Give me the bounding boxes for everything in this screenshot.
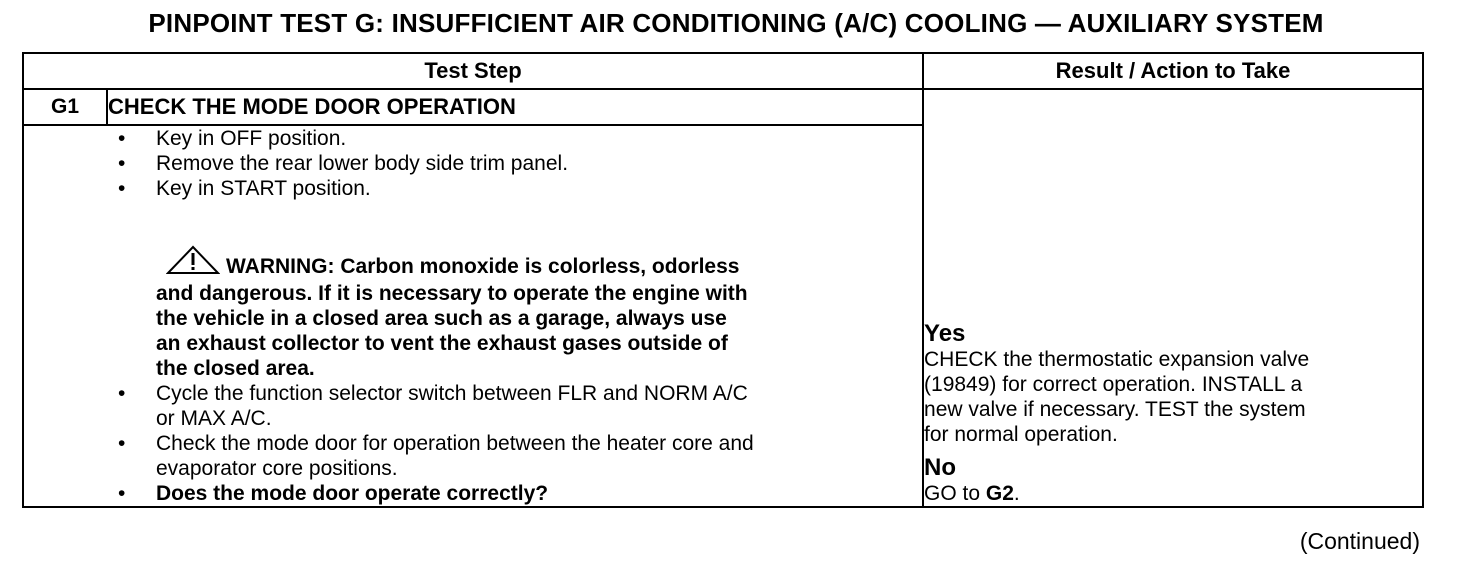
header-test-step: Test Step	[23, 53, 923, 89]
warning-text: Carbon monoxide is colorless, odorless	[340, 255, 740, 278]
bullet-icon: •	[118, 482, 126, 505]
page-title: PINPOINT TEST G: INSUFFICIENT AIR CONDITIONING (A/C) COOLING — AUXILIARY SYSTEM	[148, 8, 1324, 38]
no-prefix: GO to	[924, 482, 986, 505]
list-item-text: Key in OFF position.	[156, 127, 347, 150]
list-item	[24, 481, 922, 506]
list-item-text: Cycle the function selector switch between FLR and NORM A/C	[156, 382, 748, 405]
warning-label: WARNING:	[226, 255, 335, 278]
list-item-text: Does the mode door operate correctly?	[156, 482, 549, 505]
header-result-action: Result / Action to Take	[923, 53, 1423, 89]
step-id: G1	[23, 89, 107, 125]
warning-text: an exhaust collector to vent the exhaust gases outside of	[156, 332, 728, 355]
result-cell	[923, 89, 1423, 507]
yes-label: Yes	[924, 320, 966, 347]
bullet-icon: •	[118, 432, 126, 455]
warning-text: the closed area.	[156, 357, 315, 380]
bullet-icon: •	[118, 127, 126, 150]
list-item	[24, 176, 922, 201]
step-title: CHECK THE MODE DOOR OPERATION	[107, 89, 923, 125]
list-item	[24, 381, 922, 431]
list-item-text: Key in START position.	[156, 177, 371, 200]
no-action	[924, 481, 1422, 506]
list-item	[24, 431, 922, 481]
yes-line: for normal operation.	[924, 423, 1118, 446]
continued-label: (Continued)	[1299, 528, 1420, 554]
list-item-text: evaporator core positions.	[156, 457, 398, 480]
list-item	[24, 151, 922, 176]
no-suffix: .	[1013, 482, 1020, 505]
yes-line: CHECK the thermostatic expansion valve	[924, 348, 1310, 371]
list-item-text: or MAX A/C.	[156, 407, 272, 430]
list-item	[24, 126, 922, 151]
no-label: No	[924, 454, 957, 481]
no-target-link[interactable]: G2	[985, 482, 1014, 505]
yes-line: (19849) for correct operation. INSTALL a	[924, 373, 1303, 396]
warning-first-line	[156, 245, 922, 281]
step-title-row	[23, 89, 1423, 125]
warning-block	[24, 245, 922, 381]
bullet-list	[24, 126, 922, 201]
bullet-icon: •	[118, 177, 126, 200]
table-header-row	[23, 53, 1423, 89]
warning-triangle-icon	[166, 245, 220, 281]
bullet-icon: •	[118, 152, 126, 175]
list-item-text: Check the mode door for operation between the heater core and	[156, 432, 754, 455]
list-item-text: Remove the rear lower body side trim panel.	[156, 152, 569, 175]
pinpoint-test-table	[22, 52, 1424, 508]
bullet-list	[24, 381, 922, 506]
warning-text: and dangerous. If it is necessary to operate the engine with	[156, 282, 748, 305]
bullet-icon: •	[118, 382, 126, 405]
yes-line: new valve if necessary. TEST the system	[924, 398, 1306, 421]
warning-text: the vehicle in a closed area such as a garage, always use	[156, 307, 727, 330]
procedure-cell	[23, 125, 923, 507]
